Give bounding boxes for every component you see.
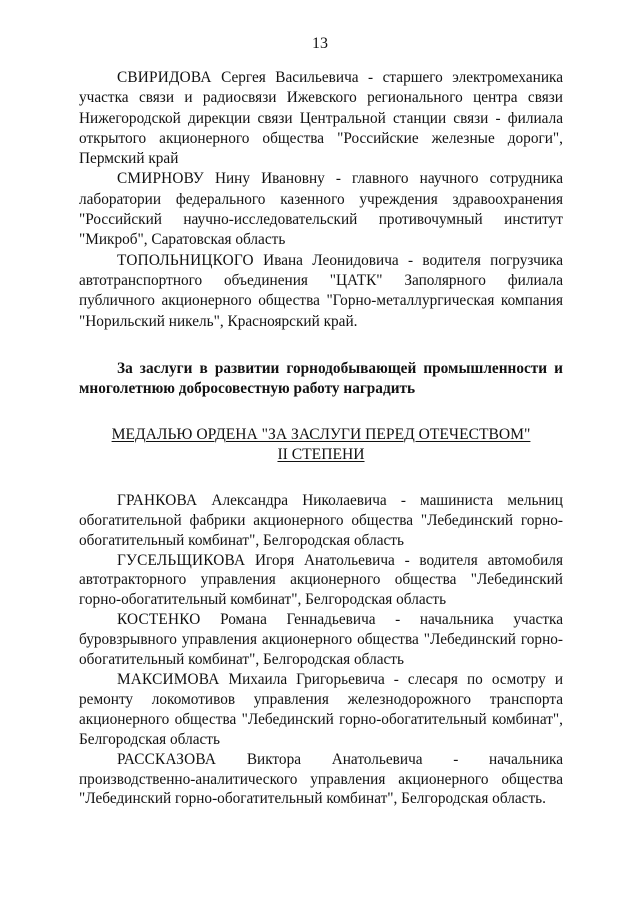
person-entry [79, 551, 563, 611]
person-entry [79, 610, 563, 670]
person-details: Александра Николаевича - машиниста мельниц обогатительной фабрики акционерного общества "Лебединский горно-обогатительный комбинат", Белгородская область [79, 491, 563, 549]
person-surname: СВИРИДОВА [117, 69, 212, 86]
document-body [79, 68, 563, 809]
award-reason-heading: За заслуги в развитии горнодобывающей промышленности и многолетнюю добросовестную работу наградить [79, 359, 563, 398]
award-title-line-1: МЕДАЛЬЮ ОРДЕНА "ЗА ЗАСЛУГИ ПЕРЕД ОТЕЧЕСТВОМ" [111, 425, 531, 443]
person-entry [79, 169, 563, 250]
page-number: 13 [312, 35, 328, 52]
person-details: Нину Ивановну - главного научного сотрудника лаборатории федерального казенного учреждения здравоохранения "Российский научно-исследовательский противочумный институт "Микроб", Саратовская область [79, 170, 564, 249]
person-details: Михаила Григорьевича - слесаря по осмотру и ремонту локомотивов управления железнодорожного транспорта акционерного общества "Лебединский горно-обогатительный комбинат", Белгородская область [79, 671, 563, 748]
person-details: Виктора Анатольевича - начальника производственно-аналитического управления акционерного общества "Лебединский горно-обогатительный комбинат", Белгородская область. [79, 750, 563, 808]
person-surname: КОСТЕНКО [117, 611, 201, 629]
person-surname: РАССКАЗОВА [117, 750, 217, 768]
person-entry [79, 750, 563, 810]
award-list-group-2 [79, 491, 563, 810]
person-surname: СМИРНОВУ [117, 170, 204, 188]
person-entry [79, 251, 563, 332]
person-entry [79, 670, 563, 750]
person-entry [79, 491, 563, 551]
person-surname: ТОПОЛЬНИЦКОГО [117, 251, 254, 269]
person-surname: МАКСИМОВА [117, 671, 220, 689]
award-list-group-1 [79, 68, 563, 332]
award-title [79, 425, 563, 466]
person-details: Игоря Анатольевича - водителя автомобиля автотракторного управления акционерного общества "Лебединский горно-обогатительный комбинат", Белгородская область [79, 551, 564, 609]
person-details: Романа Геннадьевича - начальника участка буровзрывного управления акционерного общества "Лебединский горно-обогатительный комбинат", Белгородская область [79, 611, 563, 669]
person-details: Ивана Леонидовича - водителя погрузчика автотранспортного объединения "ЦАТК" Заполярного филиала публичного акционерного общества "Горно-металлургическая компания "Норильский никель", Красноярский край. [79, 251, 563, 330]
person-details: Сергея Васильевича - старшего электромеханика участка связи и радиосвязи Ижевского регионального центра связи Нижегородской дирекции связи Центральной станции связи - филиала открытого акционерного общества "Российские железные дороги", Пермский край [79, 69, 563, 168]
award-title-line-2: II СТЕПЕНИ [277, 446, 365, 464]
person-surname: ГУСЕЛЬЩИКОВА [117, 551, 246, 569]
person-surname: ГРАНКОВА [117, 491, 198, 509]
person-entry [79, 68, 563, 169]
